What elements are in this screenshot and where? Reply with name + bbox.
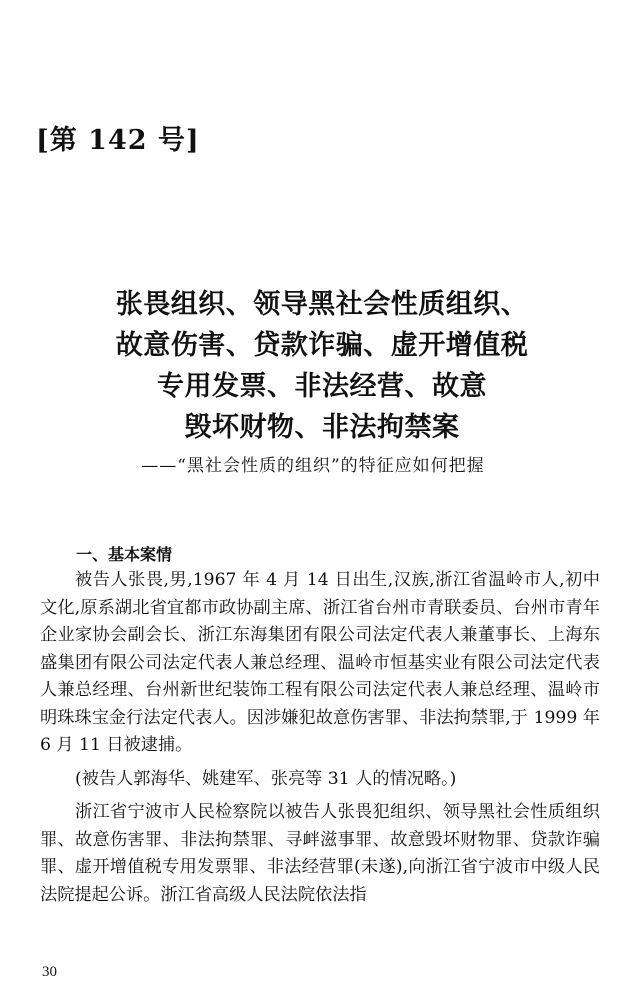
case-title-line: 毁坏财物、非法拘禁案 [184,412,460,443]
body-paragraph: 浙江省宁波市人民检察院以被告人张畏犯组织、领导黑社会性质组织罪、故意伤害罪、非法拘禁罪、寻衅滋事罪、故意毁坏财物罪、贷款诈骗罪、虚开增值税专用发票罪、非法经营罪(未遂),向浙江省宁波市中级人民法院提起公诉。浙江省高级人民法院依法指 [40,802,600,905]
case-title [60,284,584,448]
page-number: 30 [42,964,57,980]
body-text [40,567,600,915]
case-number: [第 142 号] [36,125,200,156]
case-title-line: 专用发票、非法经营、故意 [157,371,487,402]
case-title-line: 张畏组织、领导黑社会性质组织、 [115,289,529,320]
case-subtitle: ——“黑社会性质的组织”的特征应如何把握 [141,456,485,476]
body-paragraph: (被告人郭海华、姚建军、张亮等 31 人的情况略。) [75,768,457,789]
case-title-line: 故意伤害、贷款诈骗、虚开增值税 [115,330,529,361]
body-paragraph: 被告人张畏,男,1967 年 4 月 14 日出生,汉族,浙江省温岭市人,初中文化,原系湖北省宜都市政协副主席、浙江省台州市青联委员、台州市青年企业家协会副会长、浙江东海集团有限公司法定代表人兼董事长、上海东盛集团有限公司法定代表人兼总经理、温岭市恒基实业有限公司法定代表人兼总经理、台州新世纪装饰工程有限公司法定代表人兼总经理、温岭市明珠珠宝金行法定代表人。因涉嫌犯故意伤害罪、非法拘禁罪,于 1999 年 6 月 11 日被逮捕。 [40,570,600,755]
section-heading: 一、基本案情 [76,545,173,564]
